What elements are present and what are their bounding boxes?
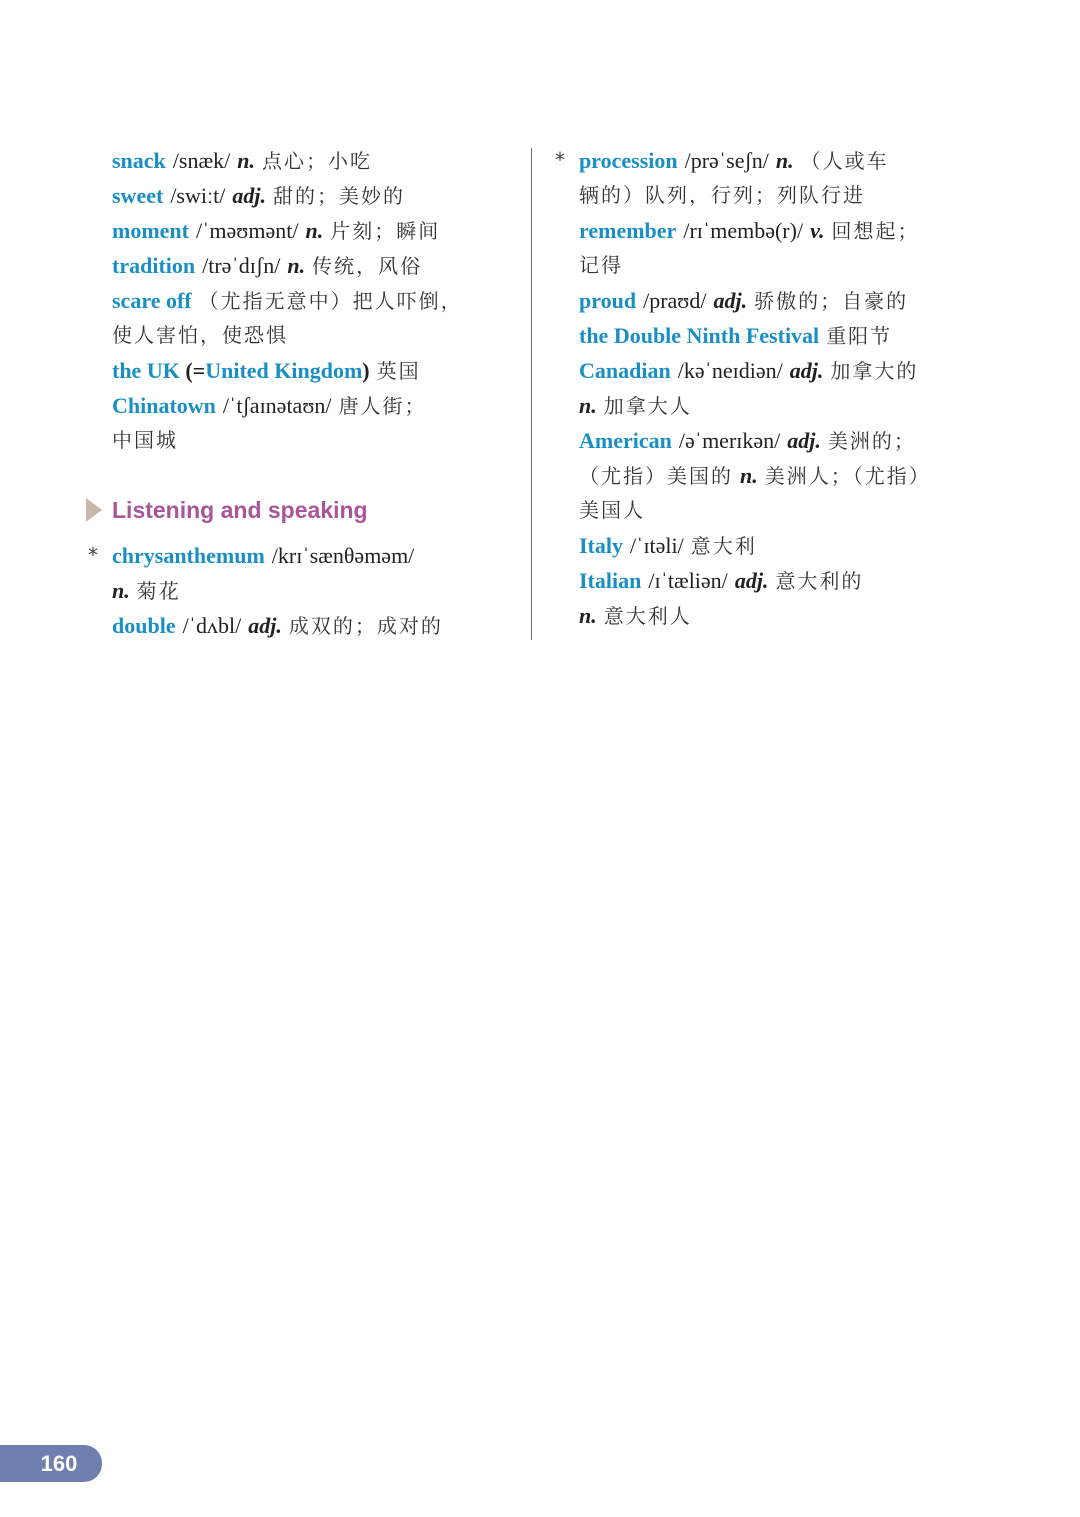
phonetic: /krɪˈsænθəməm/: [271, 543, 415, 568]
headword: the Double Ninth Festival: [579, 323, 820, 348]
phonetic: /ɪˈtæliən/: [648, 568, 728, 593]
meaning-continued: 美国人: [579, 498, 645, 522]
meaning: 意大利: [690, 534, 757, 558]
entry-italy: [579, 528, 979, 563]
entry-american-cont: [579, 458, 979, 493]
meaning: 菊花: [136, 579, 181, 603]
meaning: 加拿大的: [830, 359, 919, 383]
meaning: 美洲人；（尤指）: [764, 464, 931, 488]
entry-moment: [112, 213, 512, 248]
entry-american: [579, 423, 979, 458]
entry-procession-cont: [579, 178, 979, 213]
part-of-speech: adj.: [787, 428, 821, 453]
entry-tradition: [112, 248, 512, 283]
part-of-speech: n.: [237, 148, 256, 173]
headword-expansion: United Kingdom: [205, 358, 363, 383]
part-of-speech: v.: [810, 218, 825, 243]
meaning-continued: （尤指）美国的: [579, 464, 733, 488]
asterisk-marker: *: [88, 543, 98, 567]
part-of-speech: n.: [305, 218, 324, 243]
headword: sweet: [112, 183, 164, 208]
entry-remember: [579, 213, 979, 248]
part-of-speech: n.: [579, 393, 597, 418]
part-of-speech: adj.: [789, 358, 824, 383]
meaning: 美洲的；: [827, 429, 916, 453]
meaning-continued: 使人害怕，使恐惧: [112, 323, 288, 347]
headword: Canadian: [579, 358, 671, 383]
entry-canadian: [579, 353, 979, 388]
part-of-speech: n.: [287, 253, 306, 278]
meaning: 成双的；成对的: [288, 614, 443, 638]
phonetic: /ˈɪtəli/: [630, 533, 684, 558]
entry-american-cont2: [579, 493, 979, 528]
meaning: 唐人街；: [338, 394, 427, 418]
column-divider: [531, 148, 532, 640]
entry-chinatown-cont: [112, 423, 512, 458]
right-column: [555, 143, 979, 633]
phonetic: /praʊd/: [643, 288, 707, 313]
phonetic: /ˈtʃaɪnətaʊn/: [222, 393, 332, 418]
phonetic: /snæk/: [172, 148, 231, 173]
part-of-speech: adj.: [232, 183, 266, 208]
meaning: 加拿大人: [603, 394, 692, 418]
entry-chinatown: [112, 388, 512, 423]
triangle-icon: [86, 498, 102, 522]
asterisk-marker: *: [555, 148, 565, 172]
headword: remember: [579, 218, 677, 243]
entry-scare-off-cont: [112, 318, 512, 353]
section-heading: [112, 493, 512, 528]
entry-chrysanthemum-cont: [112, 573, 512, 608]
headword: Chinatown: [112, 393, 216, 418]
entry-procession: [555, 143, 979, 178]
meaning: 英国: [376, 359, 421, 383]
headword: snack: [112, 148, 166, 173]
page-number: 160: [0, 1445, 102, 1482]
part-of-speech: adj.: [248, 613, 282, 638]
meaning-continued: 中国城: [112, 428, 178, 452]
entry-double: [112, 608, 512, 643]
paren-open: (=: [179, 358, 206, 383]
headword: the UK: [112, 358, 180, 383]
meaning: 甜的；美妙的: [272, 184, 405, 208]
headword: proud: [579, 288, 637, 313]
entry-remember-cont: [579, 248, 979, 283]
headword: double: [112, 613, 176, 638]
entry-double-ninth: [579, 318, 979, 353]
meaning: 传统，风俗: [312, 254, 423, 278]
headword: Italian: [579, 568, 642, 593]
entry-the-uk: [112, 353, 512, 388]
meaning: 点心；小吃: [262, 149, 373, 173]
entry-scare-off: [112, 283, 512, 318]
part-of-speech: n.: [775, 148, 794, 173]
phonetic: /ˈdʌbl/: [182, 613, 242, 638]
entry-chrysanthemum: [88, 538, 512, 573]
headword: scare off: [112, 288, 192, 313]
meaning: 意大利的: [775, 569, 864, 593]
part-of-speech: adj.: [713, 288, 748, 313]
entry-sweet: [112, 178, 512, 213]
phonetic: /trəˈdɪʃn/: [202, 253, 281, 278]
part-of-speech: n.: [112, 578, 130, 603]
paren-close: ): [362, 358, 370, 383]
meaning-continued: 辆的）队列，行列；列队行进: [579, 183, 865, 207]
headword: tradition: [112, 253, 196, 278]
headword: chrysanthemum: [112, 543, 265, 568]
meaning: （尤指无意中）把人吓倒，: [198, 289, 463, 313]
entry-proud: [579, 283, 979, 318]
entry-canadian-noun: [579, 388, 979, 423]
headword: Italy: [579, 533, 623, 558]
headword: moment: [112, 218, 189, 243]
meaning: 意大利人: [603, 604, 692, 628]
meaning: 骄傲的；自豪的: [754, 289, 909, 313]
part-of-speech: n.: [579, 603, 597, 628]
part-of-speech: adj.: [734, 568, 769, 593]
phonetic: /kəˈneɪdiən/: [677, 358, 783, 383]
entry-italian: [579, 563, 979, 598]
phonetic: /swiːt/: [170, 183, 226, 208]
meaning: （人或车: [800, 149, 889, 173]
left-column: [88, 143, 512, 643]
entry-snack: [112, 143, 512, 178]
phonetic: /əˈmerɪkən/: [678, 428, 781, 453]
meaning-continued: 记得: [579, 253, 623, 277]
meaning: 回想起；: [831, 219, 920, 243]
meaning: 重阳节: [826, 324, 893, 348]
phonetic: /prəˈseʃn/: [684, 148, 769, 173]
entry-italian-noun: [579, 598, 979, 633]
phonetic: /ˈməʊmənt/: [195, 218, 299, 243]
headword: procession: [579, 148, 678, 173]
meaning: 片刻；瞬间: [330, 219, 441, 243]
part-of-speech: n.: [740, 463, 758, 488]
headword: American: [579, 428, 672, 453]
phonetic: /rɪˈmembə(r)/: [683, 218, 804, 243]
section-title: Listening and speaking: [112, 497, 368, 523]
